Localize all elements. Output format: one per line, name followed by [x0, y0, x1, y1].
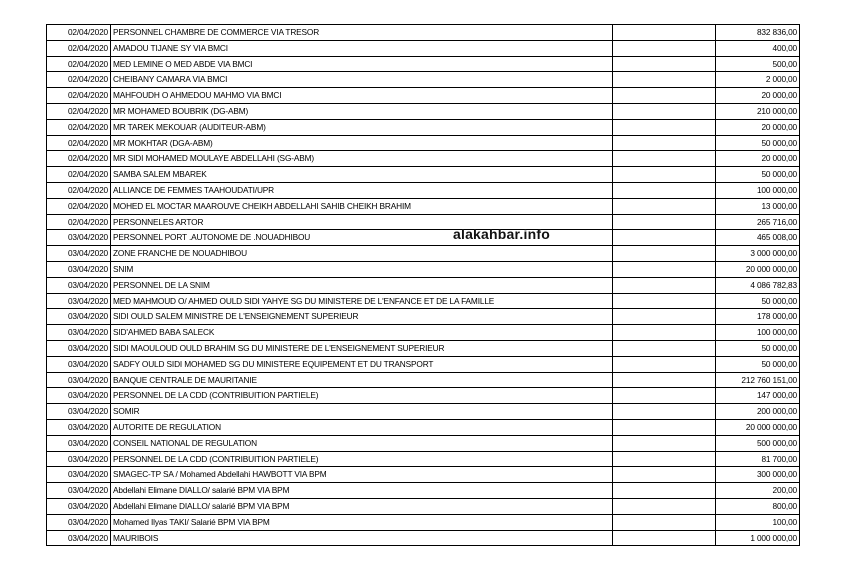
table-row	[47, 151, 800, 167]
empty-cell	[613, 419, 716, 435]
table-row	[47, 404, 800, 420]
empty-cell	[613, 167, 716, 183]
donor-name-cell: SMAGEC-TP SA / Mohamed Abdellahi HAWBOTT VIA BPM	[111, 467, 613, 483]
donor-name-cell: SNIM	[111, 261, 613, 277]
donor-name-cell: MED MAHMOUD O/ AHMED OULD SIDI YAHYE SG DU MINISTERE DE L'ENFANCE ET DE LA FAMILLE	[111, 293, 613, 309]
empty-cell	[613, 372, 716, 388]
empty-cell	[613, 388, 716, 404]
empty-cell	[613, 151, 716, 167]
empty-cell	[613, 72, 716, 88]
table-row	[47, 198, 800, 214]
date-cell: 03/04/2020	[47, 388, 111, 404]
donor-name-cell: SOMIR	[111, 404, 613, 420]
date-cell: 03/04/2020	[47, 498, 111, 514]
donor-name-cell: PERSONNELES ARTOR	[111, 214, 613, 230]
donor-name-cell: PERSONNEL PORT .AUTONOME DE .NOUADHIBOU	[111, 230, 613, 246]
empty-cell	[613, 404, 716, 420]
date-cell: 03/04/2020	[47, 467, 111, 483]
table-row	[47, 483, 800, 499]
table-row	[47, 419, 800, 435]
donor-name-cell: PERSONNEL CHAMBRE DE COMMERCE VIA TRESOR	[111, 25, 613, 41]
date-cell: 02/04/2020	[47, 182, 111, 198]
table-row	[47, 356, 800, 372]
date-cell: 02/04/2020	[47, 56, 111, 72]
amount-cell: 2 000,00	[716, 72, 800, 88]
table-row	[47, 435, 800, 451]
donor-name-cell: Abdellahi Elimane DIALLO/ salarié BPM VIA BPM	[111, 498, 613, 514]
empty-cell	[613, 340, 716, 356]
table-row	[47, 277, 800, 293]
empty-cell	[613, 56, 716, 72]
date-cell: 03/04/2020	[47, 325, 111, 341]
table-row	[47, 246, 800, 262]
donor-name-cell: Mohamed Ilyas TAKI/ Salarié BPM VIA BPM	[111, 514, 613, 530]
donor-name-cell: MR MOHAMED BOUBRIK (DG-ABM)	[111, 103, 613, 119]
empty-cell	[613, 514, 716, 530]
amount-cell: 50 000,00	[716, 293, 800, 309]
amount-cell: 50 000,00	[716, 340, 800, 356]
table-row	[47, 119, 800, 135]
donor-name-cell: SIDI OULD SALEM MINISTRE DE L'ENSEIGNEMENT SUPERIEUR	[111, 309, 613, 325]
amount-cell: 210 000,00	[716, 103, 800, 119]
empty-cell	[613, 246, 716, 262]
donor-name-cell: MAHFOUDH O AHMEDOU MAHMO VIA BMCI	[111, 88, 613, 104]
empty-cell	[613, 483, 716, 499]
empty-cell	[613, 451, 716, 467]
date-cell: 02/04/2020	[47, 135, 111, 151]
amount-cell: 200,00	[716, 483, 800, 499]
empty-cell	[613, 119, 716, 135]
empty-cell	[613, 230, 716, 246]
table-body	[47, 25, 800, 546]
amount-cell: 20 000,00	[716, 119, 800, 135]
empty-cell	[613, 182, 716, 198]
empty-cell	[613, 356, 716, 372]
table-row	[47, 88, 800, 104]
table-row	[47, 340, 800, 356]
donor-name-cell: SIDI MAOULOUD OULD BRAHIM SG DU MINISTERE DE L'ENSEIGNEMENT SUPERIEUR	[111, 340, 613, 356]
empty-cell	[613, 498, 716, 514]
date-cell: 03/04/2020	[47, 483, 111, 499]
table-row	[47, 388, 800, 404]
amount-cell: 100 000,00	[716, 325, 800, 341]
date-cell: 03/04/2020	[47, 435, 111, 451]
empty-cell	[613, 277, 716, 293]
donor-name-cell: BANQUE CENTRALE DE MAURITANIE	[111, 372, 613, 388]
table-row	[47, 451, 800, 467]
date-cell: 03/04/2020	[47, 372, 111, 388]
amount-cell: 265 716,00	[716, 214, 800, 230]
empty-cell	[613, 309, 716, 325]
table-row	[47, 167, 800, 183]
amount-cell: 212 760 151,00	[716, 372, 800, 388]
date-cell: 02/04/2020	[47, 88, 111, 104]
table-row	[47, 293, 800, 309]
amount-cell: 1 000 000,00	[716, 530, 800, 546]
empty-cell	[613, 25, 716, 41]
date-cell: 03/04/2020	[47, 419, 111, 435]
empty-cell	[613, 103, 716, 119]
table-row	[47, 72, 800, 88]
amount-cell: 3 000 000,00	[716, 246, 800, 262]
empty-cell	[613, 88, 716, 104]
donations-table	[46, 24, 800, 546]
donor-name-cell: SID'AHMED BABA SALECK	[111, 325, 613, 341]
empty-cell	[613, 40, 716, 56]
table-row	[47, 230, 800, 246]
donor-name-cell: ZONE FRANCHE DE NOUADHIBOU	[111, 246, 613, 262]
date-cell: 02/04/2020	[47, 40, 111, 56]
amount-cell: 200 000,00	[716, 404, 800, 420]
empty-cell	[613, 467, 716, 483]
amount-cell: 20 000,00	[716, 88, 800, 104]
empty-cell	[613, 293, 716, 309]
amount-cell: 465 008,00	[716, 230, 800, 246]
empty-cell	[613, 135, 716, 151]
donor-name-cell: ALLIANCE DE FEMMES TAAHOUDATI/UPR	[111, 182, 613, 198]
amount-cell: 50 000,00	[716, 356, 800, 372]
date-cell: 03/04/2020	[47, 246, 111, 262]
donor-name-cell: PERSONNEL DE LA CDD (CONTRIBUITION PARTIELE)	[111, 451, 613, 467]
date-cell: 02/04/2020	[47, 167, 111, 183]
amount-cell: 500,00	[716, 56, 800, 72]
date-cell: 03/04/2020	[47, 309, 111, 325]
date-cell: 03/04/2020	[47, 530, 111, 546]
amount-cell: 4 086 782,83	[716, 277, 800, 293]
donor-name-cell: AUTORITE DE REGULATION	[111, 419, 613, 435]
donor-name-cell: MED LEMINE O MED ABDE VIA BMCI	[111, 56, 613, 72]
date-cell: 02/04/2020	[47, 119, 111, 135]
table-row	[47, 214, 800, 230]
amount-cell: 50 000,00	[716, 167, 800, 183]
donor-name-cell: MAURIBOIS	[111, 530, 613, 546]
table-row	[47, 40, 800, 56]
date-cell: 03/04/2020	[47, 404, 111, 420]
empty-cell	[613, 261, 716, 277]
amount-cell: 20 000,00	[716, 151, 800, 167]
amount-cell: 100 000,00	[716, 182, 800, 198]
donor-name-cell: CONSEIL NATIONAL DE REGULATION	[111, 435, 613, 451]
donor-name-cell: PERSONNEL DE LA CDD (CONTRIBUITION PARTIELE)	[111, 388, 613, 404]
empty-cell	[613, 198, 716, 214]
date-cell: 03/04/2020	[47, 451, 111, 467]
table-row	[47, 182, 800, 198]
amount-cell: 50 000,00	[716, 135, 800, 151]
donor-name-cell: AMADOU TIJANE SY VIA BMCI	[111, 40, 613, 56]
empty-cell	[613, 214, 716, 230]
empty-cell	[613, 325, 716, 341]
amount-cell: 13 000,00	[716, 198, 800, 214]
date-cell: 03/04/2020	[47, 293, 111, 309]
donor-name-cell: MOHED EL MOCTAR MAAROUVE CHEIKH ABDELLAHI SAHIB CHEIKH BRAHIM	[111, 198, 613, 214]
date-cell: 03/04/2020	[47, 261, 111, 277]
date-cell: 02/04/2020	[47, 214, 111, 230]
table-row	[47, 467, 800, 483]
table-row	[47, 261, 800, 277]
donor-name-cell: MR MOKHTAR (DGA-ABM)	[111, 135, 613, 151]
table-row	[47, 103, 800, 119]
date-cell: 03/04/2020	[47, 356, 111, 372]
table-row	[47, 309, 800, 325]
date-cell: 03/04/2020	[47, 230, 111, 246]
donor-name-cell: CHEIBANY CAMARA VIA BMCI	[111, 72, 613, 88]
amount-cell: 400,00	[716, 40, 800, 56]
donor-name-cell: SAMBA SALEM MBAREK	[111, 167, 613, 183]
amount-cell: 147 000,00	[716, 388, 800, 404]
table-row	[47, 325, 800, 341]
donor-name-cell: SADFY OULD SIDI MOHAMED SG DU MINISTERE EQUIPEMENT ET DU TRANSPORT	[111, 356, 613, 372]
date-cell: 03/04/2020	[47, 340, 111, 356]
donor-name-cell: Abdellahi Elimane DIALLO/ salarié BPM VIA BPM	[111, 483, 613, 499]
table-row	[47, 25, 800, 41]
donor-name-cell: MR SIDI MOHAMED MOULAYE ABDELLAHI (SG-ABM)	[111, 151, 613, 167]
table-row	[47, 372, 800, 388]
date-cell: 02/04/2020	[47, 103, 111, 119]
table-row	[47, 530, 800, 546]
date-cell: 02/04/2020	[47, 25, 111, 41]
date-cell: 02/04/2020	[47, 72, 111, 88]
amount-cell: 20 000 000,00	[716, 419, 800, 435]
date-cell: 02/04/2020	[47, 151, 111, 167]
table-row	[47, 135, 800, 151]
amount-cell: 100,00	[716, 514, 800, 530]
amount-cell: 832 836,00	[716, 25, 800, 41]
empty-cell	[613, 435, 716, 451]
amount-cell: 20 000 000,00	[716, 261, 800, 277]
table-row	[47, 498, 800, 514]
empty-cell	[613, 530, 716, 546]
table-row	[47, 514, 800, 530]
amount-cell: 800,00	[716, 498, 800, 514]
date-cell: 03/04/2020	[47, 514, 111, 530]
donor-name-cell: PERSONNEL DE LA SNIM	[111, 277, 613, 293]
donor-name-cell: MR TAREK MEKOUAR (AUDITEUR-ABM)	[111, 119, 613, 135]
amount-cell: 500 000,00	[716, 435, 800, 451]
amount-cell: 81 700,00	[716, 451, 800, 467]
watermark: alakahbar.info	[453, 226, 550, 242]
date-cell: 03/04/2020	[47, 277, 111, 293]
date-cell: 02/04/2020	[47, 198, 111, 214]
table-row	[47, 56, 800, 72]
amount-cell: 178 000,00	[716, 309, 800, 325]
amount-cell: 300 000,00	[716, 467, 800, 483]
